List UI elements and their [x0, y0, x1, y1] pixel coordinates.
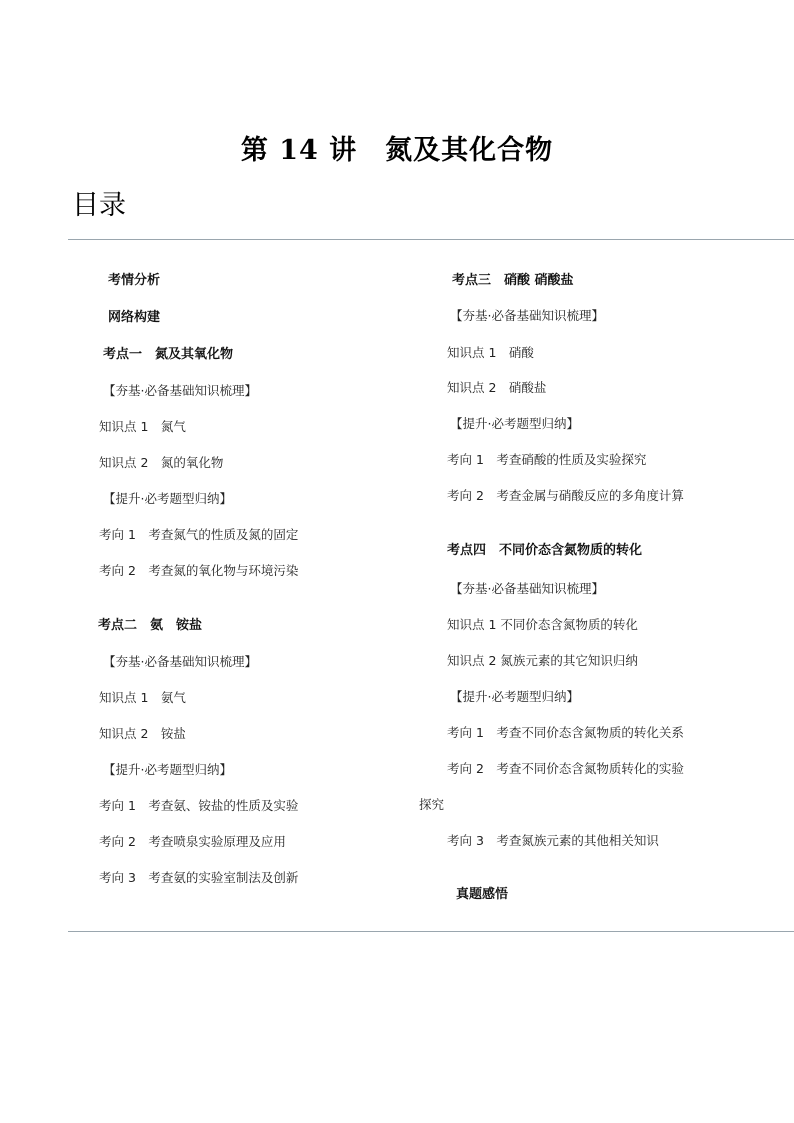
toc-entry[interactable]: 探究	[419, 797, 445, 812]
toc-entry[interactable]: 考点一 氮及其氧化物	[103, 347, 234, 362]
toc-entry[interactable]: 知识点 2 铵盐	[99, 726, 186, 741]
toc-entry[interactable]: 【提升·必考题型归纳】	[103, 762, 232, 777]
toc-entry[interactable]: 知识点 1 氨气	[99, 690, 186, 705]
toc-entry[interactable]: 考向 2 考查喷泉实验原理及应用	[99, 834, 286, 849]
toc-entry[interactable]: 【夯基·必备基础知识梳理】	[103, 654, 257, 669]
toc-entry[interactable]: 考向 2 考查不同价态含氮物质转化的实验	[447, 761, 684, 776]
toc-entry[interactable]: 【夯基·必备基础知识梳理】	[450, 308, 604, 323]
toc-entry[interactable]: 网络构建	[108, 310, 161, 325]
toc-entry[interactable]: 考向 1 考查氮气的性质及氮的固定	[99, 527, 299, 542]
toc-entry[interactable]: 【提升·必考题型归纳】	[450, 689, 579, 704]
toc-entry[interactable]: 考点二 氨 铵盐	[98, 618, 203, 633]
toc-entry[interactable]: 考向 1 考查氨、铵盐的性质及实验	[99, 798, 299, 813]
toc-entry[interactable]: 考点三 硝酸 硝酸盐	[452, 273, 574, 288]
toc-entry[interactable]: 【夯基·必备基础知识梳理】	[103, 383, 257, 398]
toc-entry[interactable]: 【夯基·必备基础知识梳理】	[450, 581, 604, 596]
toc-entry[interactable]: 【提升·必考题型归纳】	[103, 491, 232, 506]
bottom-divider	[68, 931, 794, 932]
toc-entry[interactable]: 考向 3 考查氨的实验室制法及创新	[99, 870, 299, 885]
toc-entry[interactable]: 考向 2 考查金属与硝酸反应的多角度计算	[447, 488, 684, 503]
toc-entry[interactable]: 考向 1 考查不同价态含氮物质的转化关系	[447, 725, 684, 740]
toc-entry[interactable]: 考向 1 考查硝酸的性质及实验探究	[447, 452, 647, 467]
toc-heading: 目录	[72, 190, 126, 221]
toc-entry[interactable]: 知识点 2 氮族元素的其它知识归纳	[447, 653, 638, 668]
top-divider	[68, 239, 794, 240]
toc-entry[interactable]: 考点四 不同价态含氮物质的转化	[447, 543, 643, 558]
toc-entry[interactable]: 【提升·必考题型归纳】	[450, 416, 579, 431]
toc-entry[interactable]: 真题感悟	[456, 887, 509, 902]
toc-entry[interactable]: 考向 2 考查氮的氧化物与环境污染	[99, 563, 299, 578]
toc-entry[interactable]: 考向 3 考查氮族元素的其他相关知识	[447, 833, 659, 848]
toc-entry[interactable]: 知识点 2 硝酸盐	[447, 380, 547, 395]
toc-entry[interactable]: 知识点 1 硝酸	[447, 345, 534, 360]
toc-entry[interactable]: 知识点 1 氮气	[99, 419, 186, 434]
toc-entry[interactable]: 知识点 1 不同价态含氮物质的转化	[447, 617, 638, 632]
page-title: 第 14 讲 氮及其化合物	[240, 135, 554, 166]
toc-entry[interactable]: 知识点 2 氮的氧化物	[99, 455, 224, 470]
toc-entry[interactable]: 考情分析	[108, 273, 161, 288]
